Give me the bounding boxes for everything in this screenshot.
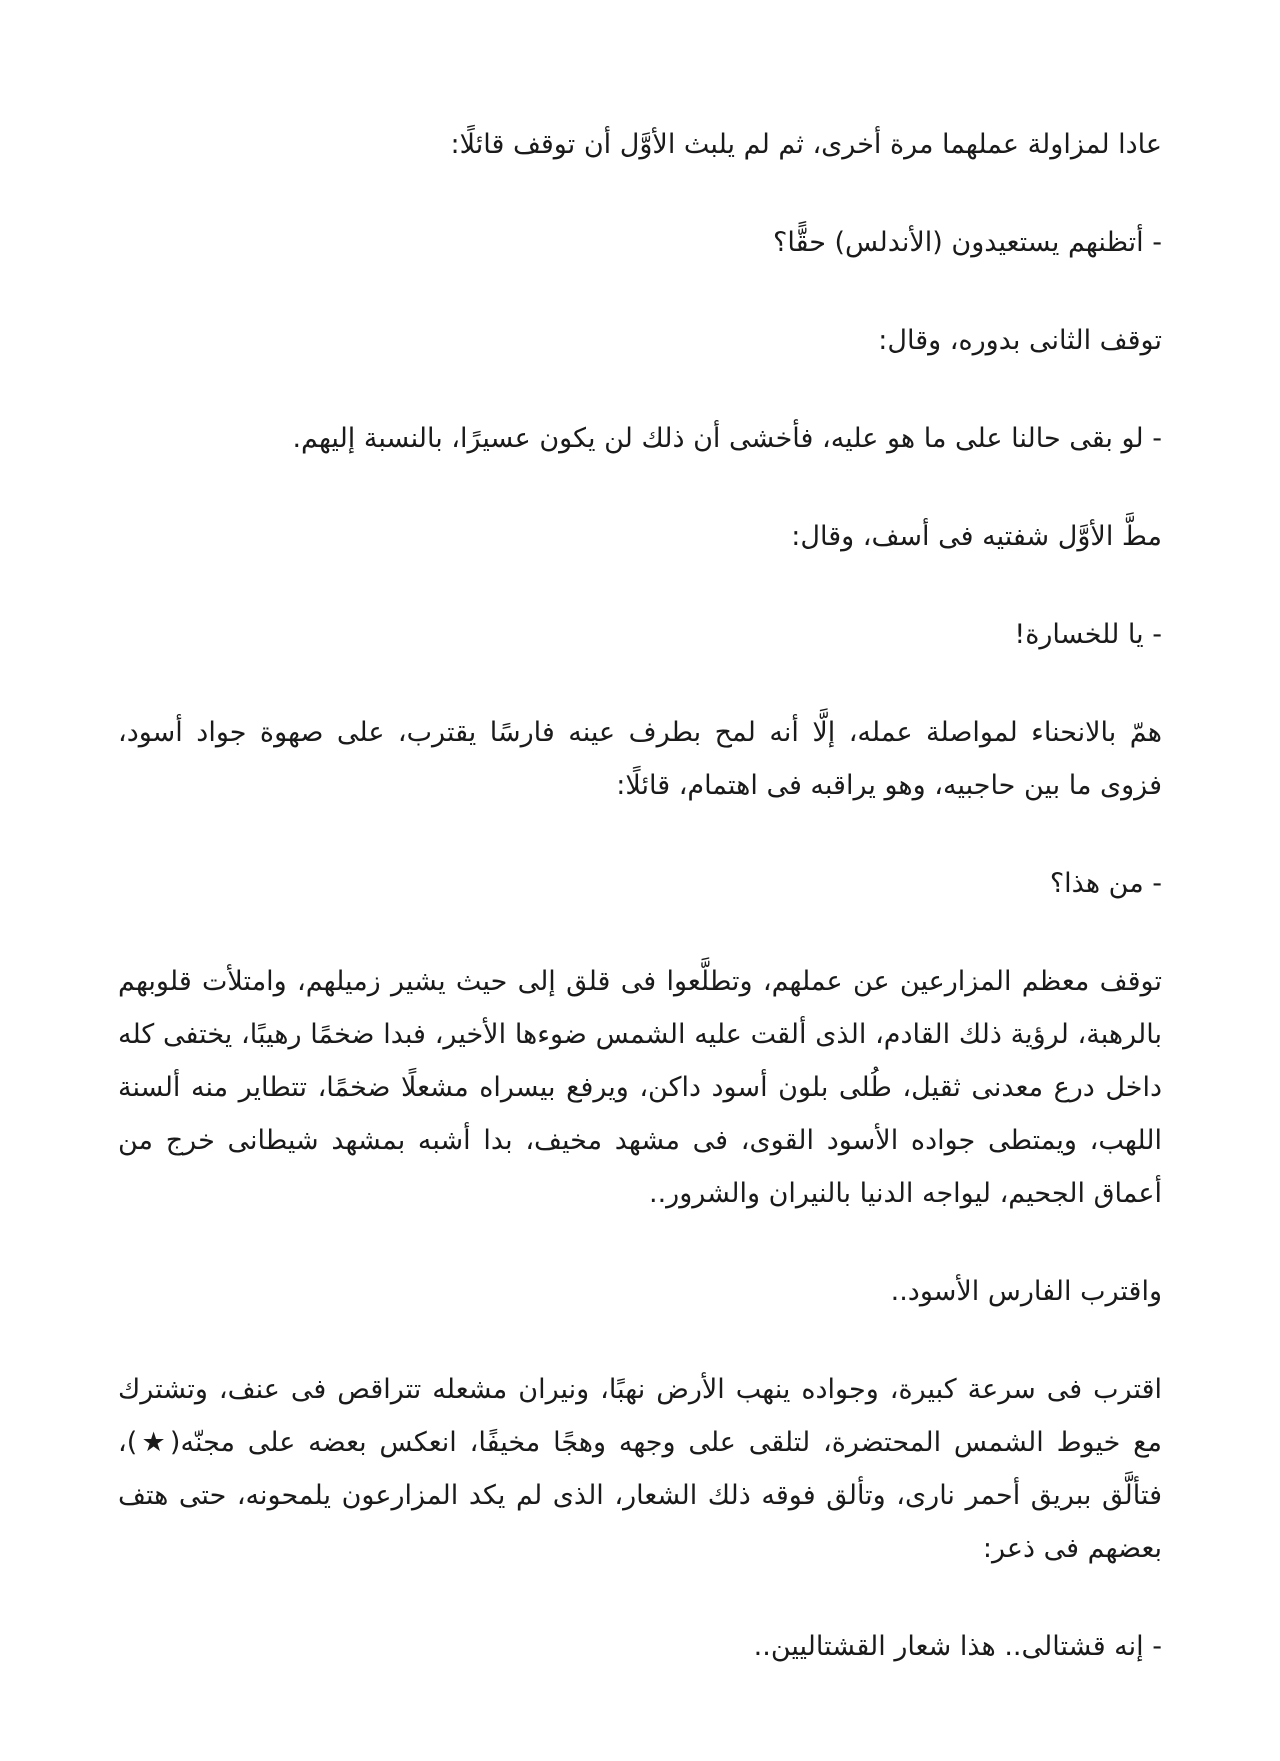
narrative-paragraph: مطَّ الأوَّل شفتيه فى أسف، وقال: (791, 521, 1162, 552)
narrative-paragraph: اقترب فى سرعة كبيرة، وجواده ينهب الأرض نهبًا، ونيران مشعله تتراقص فى عنف، وتشترك مع خيوط الشمس المحتضرة، لتلقى على وجهه وهجًا مخيفًا، انعكس بعضه على مجنّه(★)، فتألَّق ببريق أحمر نارى، وتألق فوقه ذلك الشعار، الذى لم يكد المزارعون يلمحونه، حتى هتف بعضهم فى ذعر: (118, 1374, 1162, 1564)
narrative-paragraph: همّ بالانحناء لمواصلة عمله، إلَّا أنه لمح بطرف عينه فارسًا يقترب، على صهوة جواد أسود، فزوى ما بين حاجبيه، وهو يراقبه فى اهتمام، قائلًا: (118, 717, 1162, 801)
narrative-paragraph: واقترب الفارس الأسود.. (890, 1276, 1162, 1307)
dialogue-line: - يا للخسارة! (1014, 619, 1162, 650)
narrative-paragraph: عادا لمزاولة عملهما مرة أخرى، ثم لم يلبث الأوَّل أن توقف قائلًا: (450, 129, 1162, 160)
dialogue-line: - إنه قشتالى.. هذا شعار القشتاليين.. (753, 1631, 1162, 1662)
narrative-paragraph: توقف معظم المزارعين عن عملهم، وتطلَّعوا فى قلق إلى حيث يشير زميلهم، وامتلأت قلوبهم بالرهبة، لرؤية ذلك القادم، الذى ألقت عليه الشمس ضوءها الأخير، فبدا ضخمًا رهيبًا، يختفى كله داخل درع معدنى ثقيل، طُلى بلون أسود داكن، ويرفع بيسراه مشعلًا ضخمًا، تتطاير منه ألسنة اللهب، ويمتطى جواده الأسود القوى، فى مشهد مخيف، بدا أشبه بمشهد شيطانى خرج من أعماق الجحيم، ليواجه الدنيا بالنيران والشرور.. (118, 966, 1162, 1209)
narrative-paragraph: توقف الثانى بدوره، وقال: (878, 325, 1162, 356)
dialogue-line: - أتظنهم يستعيدون (الأندلس) حقًّا؟ (773, 227, 1162, 258)
dialogue-line: - لو بقى حالنا على ما هو عليه، فأخشى أن ذلك لن يكون عسيرًا، بالنسبة إليهم. (292, 423, 1162, 454)
dialogue-line: - من هذا؟ (1049, 868, 1162, 899)
